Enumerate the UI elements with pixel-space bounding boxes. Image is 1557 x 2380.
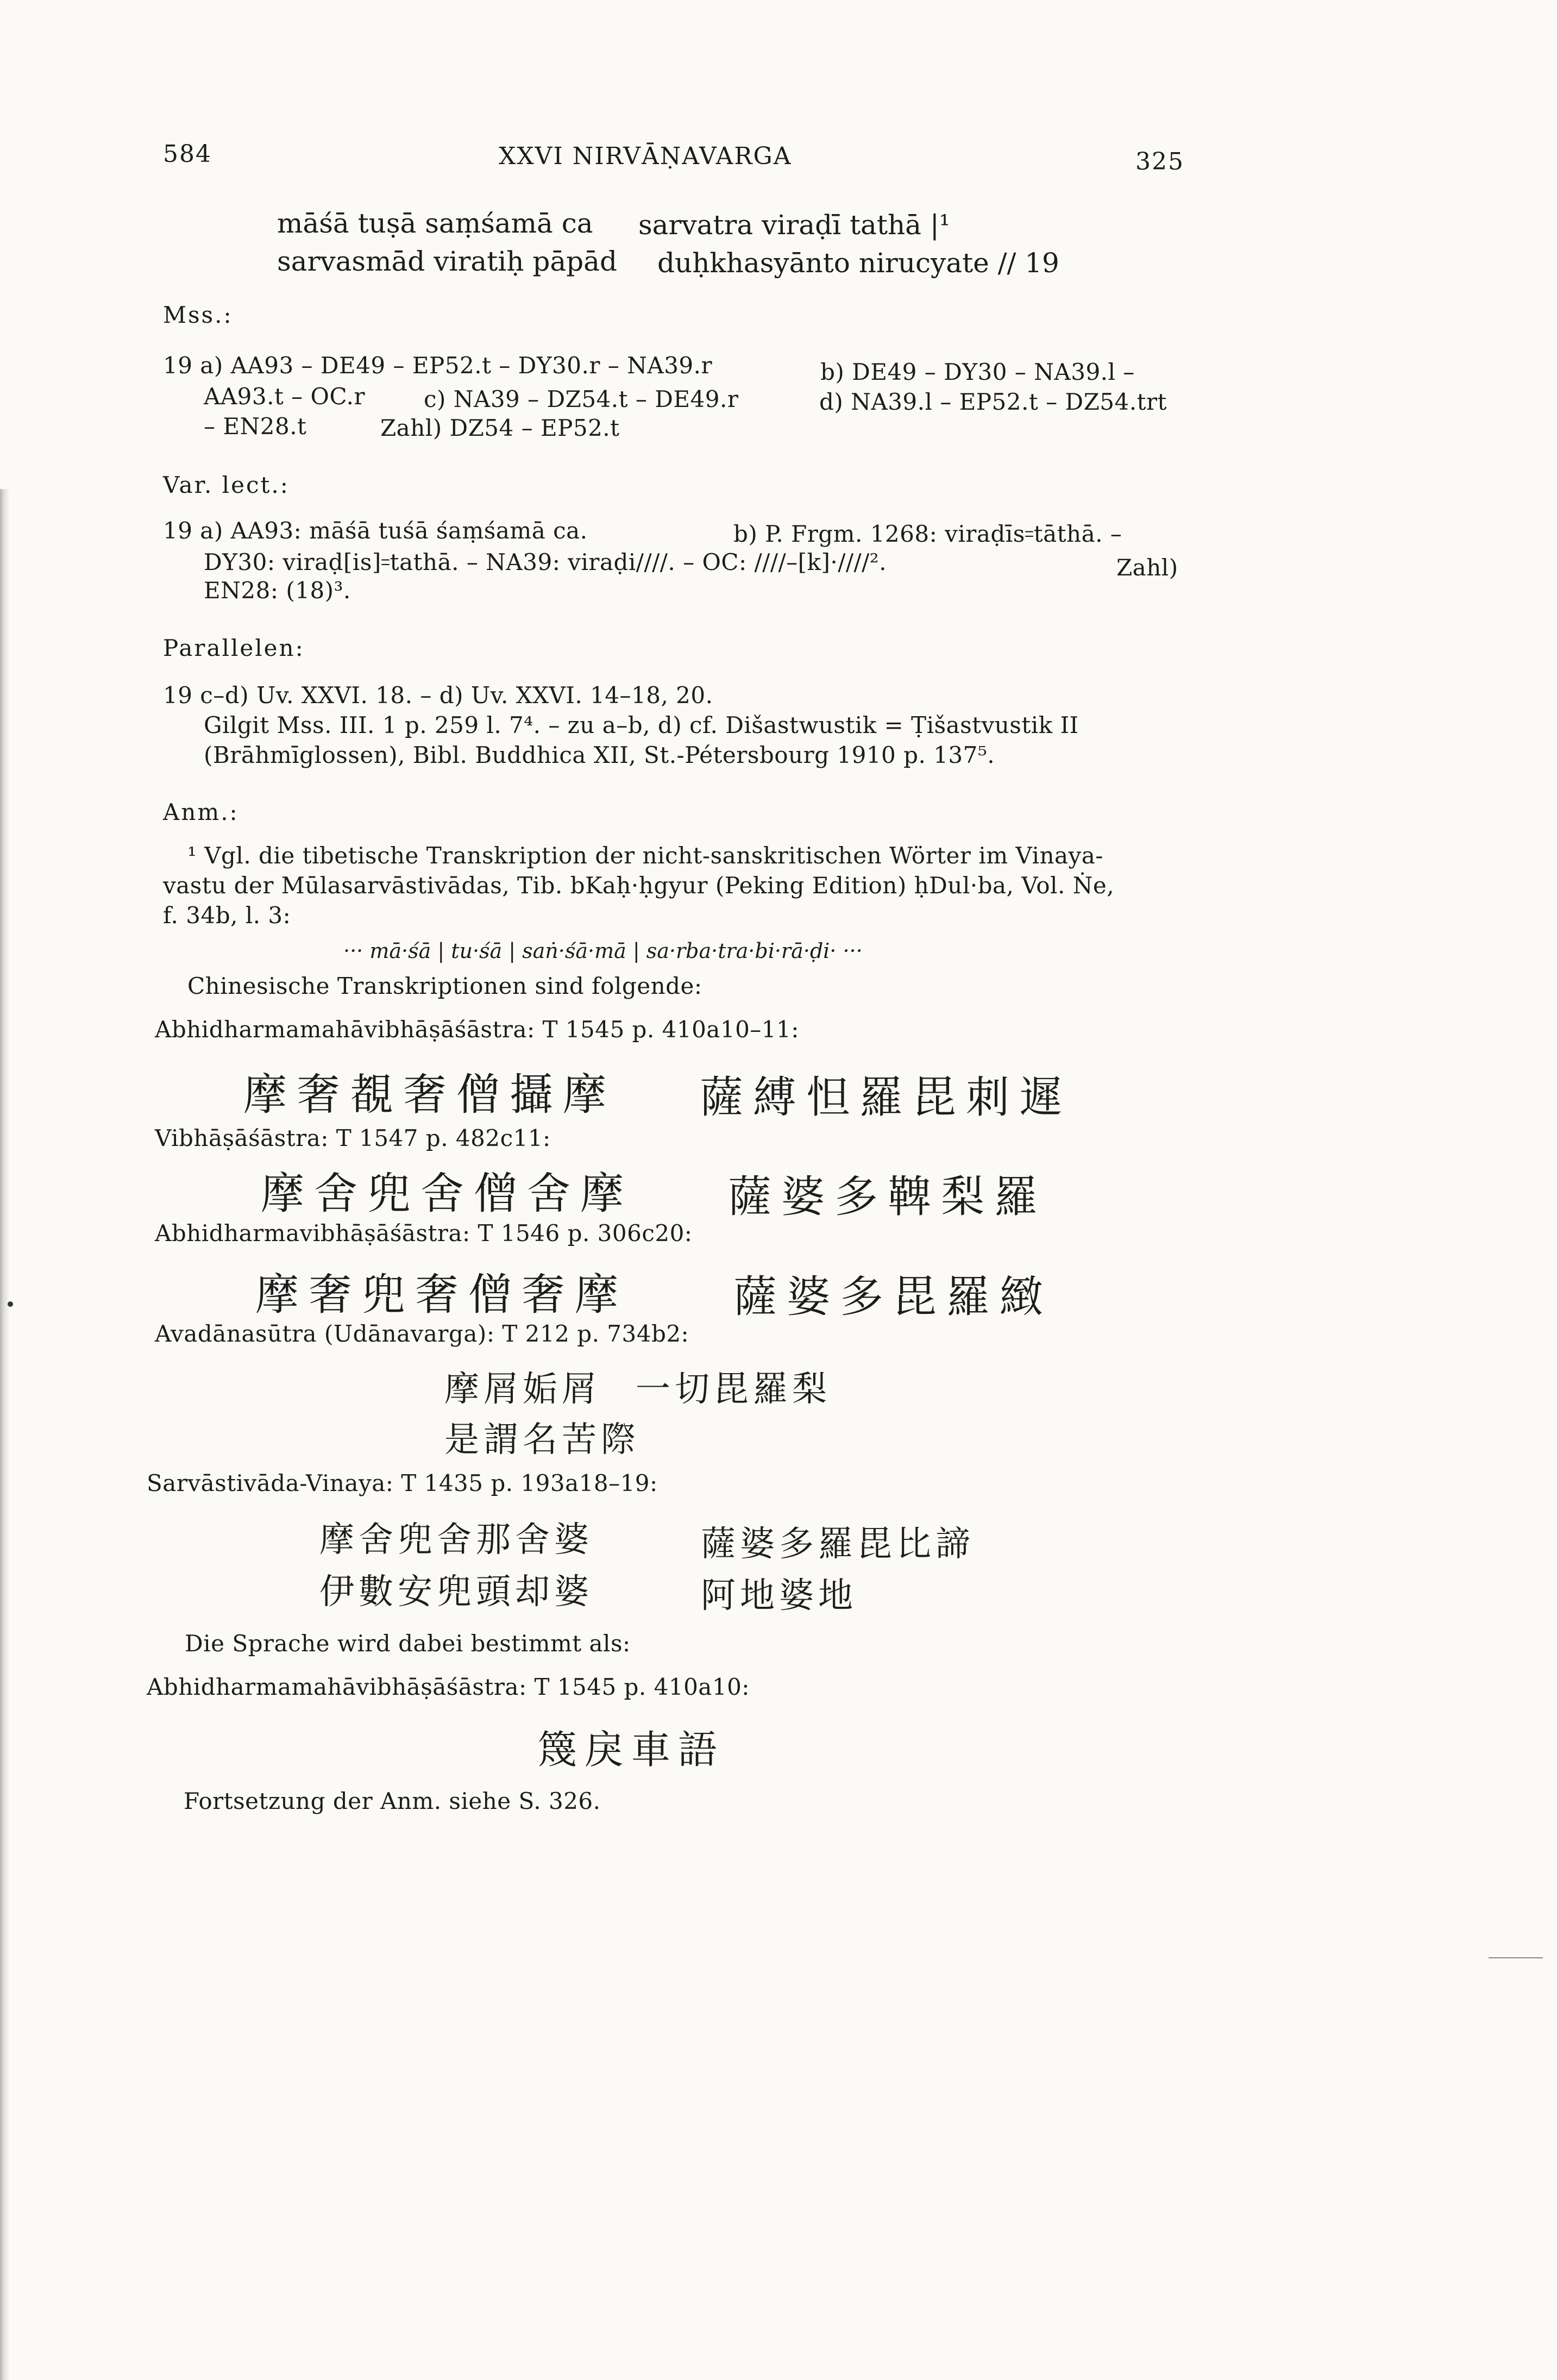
anm-note-line: ¹ Vgl. die tibetische Transkription der nicht-sanskritischen Wörter im Vinaya- [187, 842, 1104, 869]
varlect-heading: Var. lect.: [163, 472, 290, 498]
source-citation: Abhidharmavibhāṣāśāstra: T 1546 p. 306c20: [155, 1220, 693, 1247]
mss-line: 19 a) AA93 – DE49 – EP52.t – DY30.r – NA39.r [163, 352, 713, 379]
verse-line-2a: sarvasmād viratiḥ pāpād [277, 246, 617, 277]
chinese-transcription: 薩婆多羅毘比諦 [701, 1524, 975, 1564]
parallelen-line: 19 c–d) Uv. XXVI. 18. – d) Uv. XXVI. 14–18, 20. [163, 682, 713, 709]
source-citation: Vibhāṣāśāstra: T 1547 p. 482c11: [155, 1125, 551, 1151]
chinese-transcription: 伊數安兜頭却婆 [319, 1572, 593, 1612]
mss-line: c) NA39 – DZ54.t – DE49.r [424, 386, 739, 412]
anm-note-line: f. 34b, l. 3: [163, 902, 291, 929]
mss-line: AA93.t – OC.r [204, 383, 366, 410]
chinese-transcription: 摩屑姤屑 [444, 1369, 601, 1410]
chinese-transcription: 摩奢覩奢僧攝摩 [243, 1069, 616, 1120]
mss-heading: Mss.: [163, 302, 233, 328]
source-citation: Abhidharmamahāvibhāṣāśāstra: T 1545 p. 410a10: [147, 1674, 750, 1700]
anm-heading: Anm.: [163, 799, 239, 825]
mss-line: – EN28.t [204, 413, 307, 440]
source-citation: Sarvāstivāda-Vinaya: T 1435 p. 193a18–19: [147, 1470, 658, 1496]
scan-speck [8, 1301, 13, 1307]
chinese-transcription: 是謂名苦際 [444, 1420, 640, 1460]
chinese-language-term: 篾戾車語 [538, 1727, 725, 1773]
source-citation: Abhidharmamahāvibhāṣāśāstra: T 1545 p. 410a10–11: [155, 1016, 799, 1043]
language-intro: Die Sprache wird dabei bestimmt als: [185, 1630, 631, 1657]
continuation-note: Fortsetzung der Anm. siehe S. 326. [184, 1788, 601, 1814]
varlect-line: EN28: (18)³. [204, 577, 351, 604]
right-page-number: 325 [1135, 148, 1184, 176]
tibetan-transcription: ··· mā·śā | tu·śā | saṅ·śā·mā | sa·rba·tra·bi·rā·ḍi· ··· [343, 939, 863, 963]
mss-line: Zahl) DZ54 – EP52.t [380, 415, 620, 441]
chinese-transcription: 摩奢兜奢僧奢摩 [255, 1269, 628, 1320]
mss-line: b) DE49 – DY30 – NA39.l – [820, 359, 1135, 385]
chinese-intro: Chinesische Transkriptionen sind folgende: [187, 973, 702, 999]
varlect-line: Zahl) [1116, 554, 1178, 581]
source-citation: Avadānasūtra (Udānavarga): T 212 p. 734b2: [155, 1320, 689, 1347]
chinese-transcription: 薩婆多鞞梨羅 [728, 1172, 1047, 1222]
mss-line: d) NA39.l – EP52.t – DZ54.trt [819, 389, 1167, 415]
chinese-transcription: 摩舍兜舍那舍婆 [319, 1520, 593, 1560]
chinese-transcription: 薩婆多毘羅緻 [733, 1272, 1053, 1322]
parallelen-line: (Brāhmīglossen), Bibl. Buddhica XII, St.-Pétersbourg 1910 p. 137⁵. [204, 742, 995, 768]
verse-line-2b: duḥkhasyānto nirucyate // 19 [657, 247, 1059, 279]
chinese-transcription: 一切毘羅梨 [636, 1369, 831, 1410]
chinese-transcription: 摩舍兜舍僧舍摩 [261, 1168, 633, 1219]
varlect-line: 19 a) AA93: māśā tuśā śaṃśamā ca. [163, 517, 588, 544]
chinese-transcription: 阿地婆地 [701, 1576, 857, 1616]
chapter-title: XXVI NIRVĀṆAVARGA [499, 142, 792, 170]
chinese-transcription: 薩縛怛羅毘刺遲 [700, 1072, 1072, 1123]
varlect-line: DY30: viraḍ[is]꞊tathā. – NA39: viraḍi////. – OC: ////–[k]·////². [204, 549, 887, 575]
varlect-line: b) P. Frgm. 1268: viraḍīs꞊tāthā. – [733, 521, 1122, 547]
left-page-number: 584 [163, 140, 212, 168]
parallelen-heading: Parallelen: [163, 635, 305, 661]
anm-note-line: vastu der Mūlasarvāstivādas, Tib. bKaḥ·ḥgyur (Peking Edition) ḥDul·ba, Vol. Ṅe, [163, 872, 1115, 899]
scan-edge-shadow [0, 489, 10, 2380]
parallelen-line: Gilgit Mss. III. 1 p. 259 l. 7⁴. – zu a–b, d) cf. Dišastwustik = Ṭišastvustik II [204, 712, 1079, 738]
verse-line-1b: sarvatra viraḍī tathā |¹ [638, 209, 950, 241]
verse-line-1a: māśā tuṣā saṃśamā ca [277, 208, 593, 239]
scan-line [1489, 1957, 1543, 1958]
